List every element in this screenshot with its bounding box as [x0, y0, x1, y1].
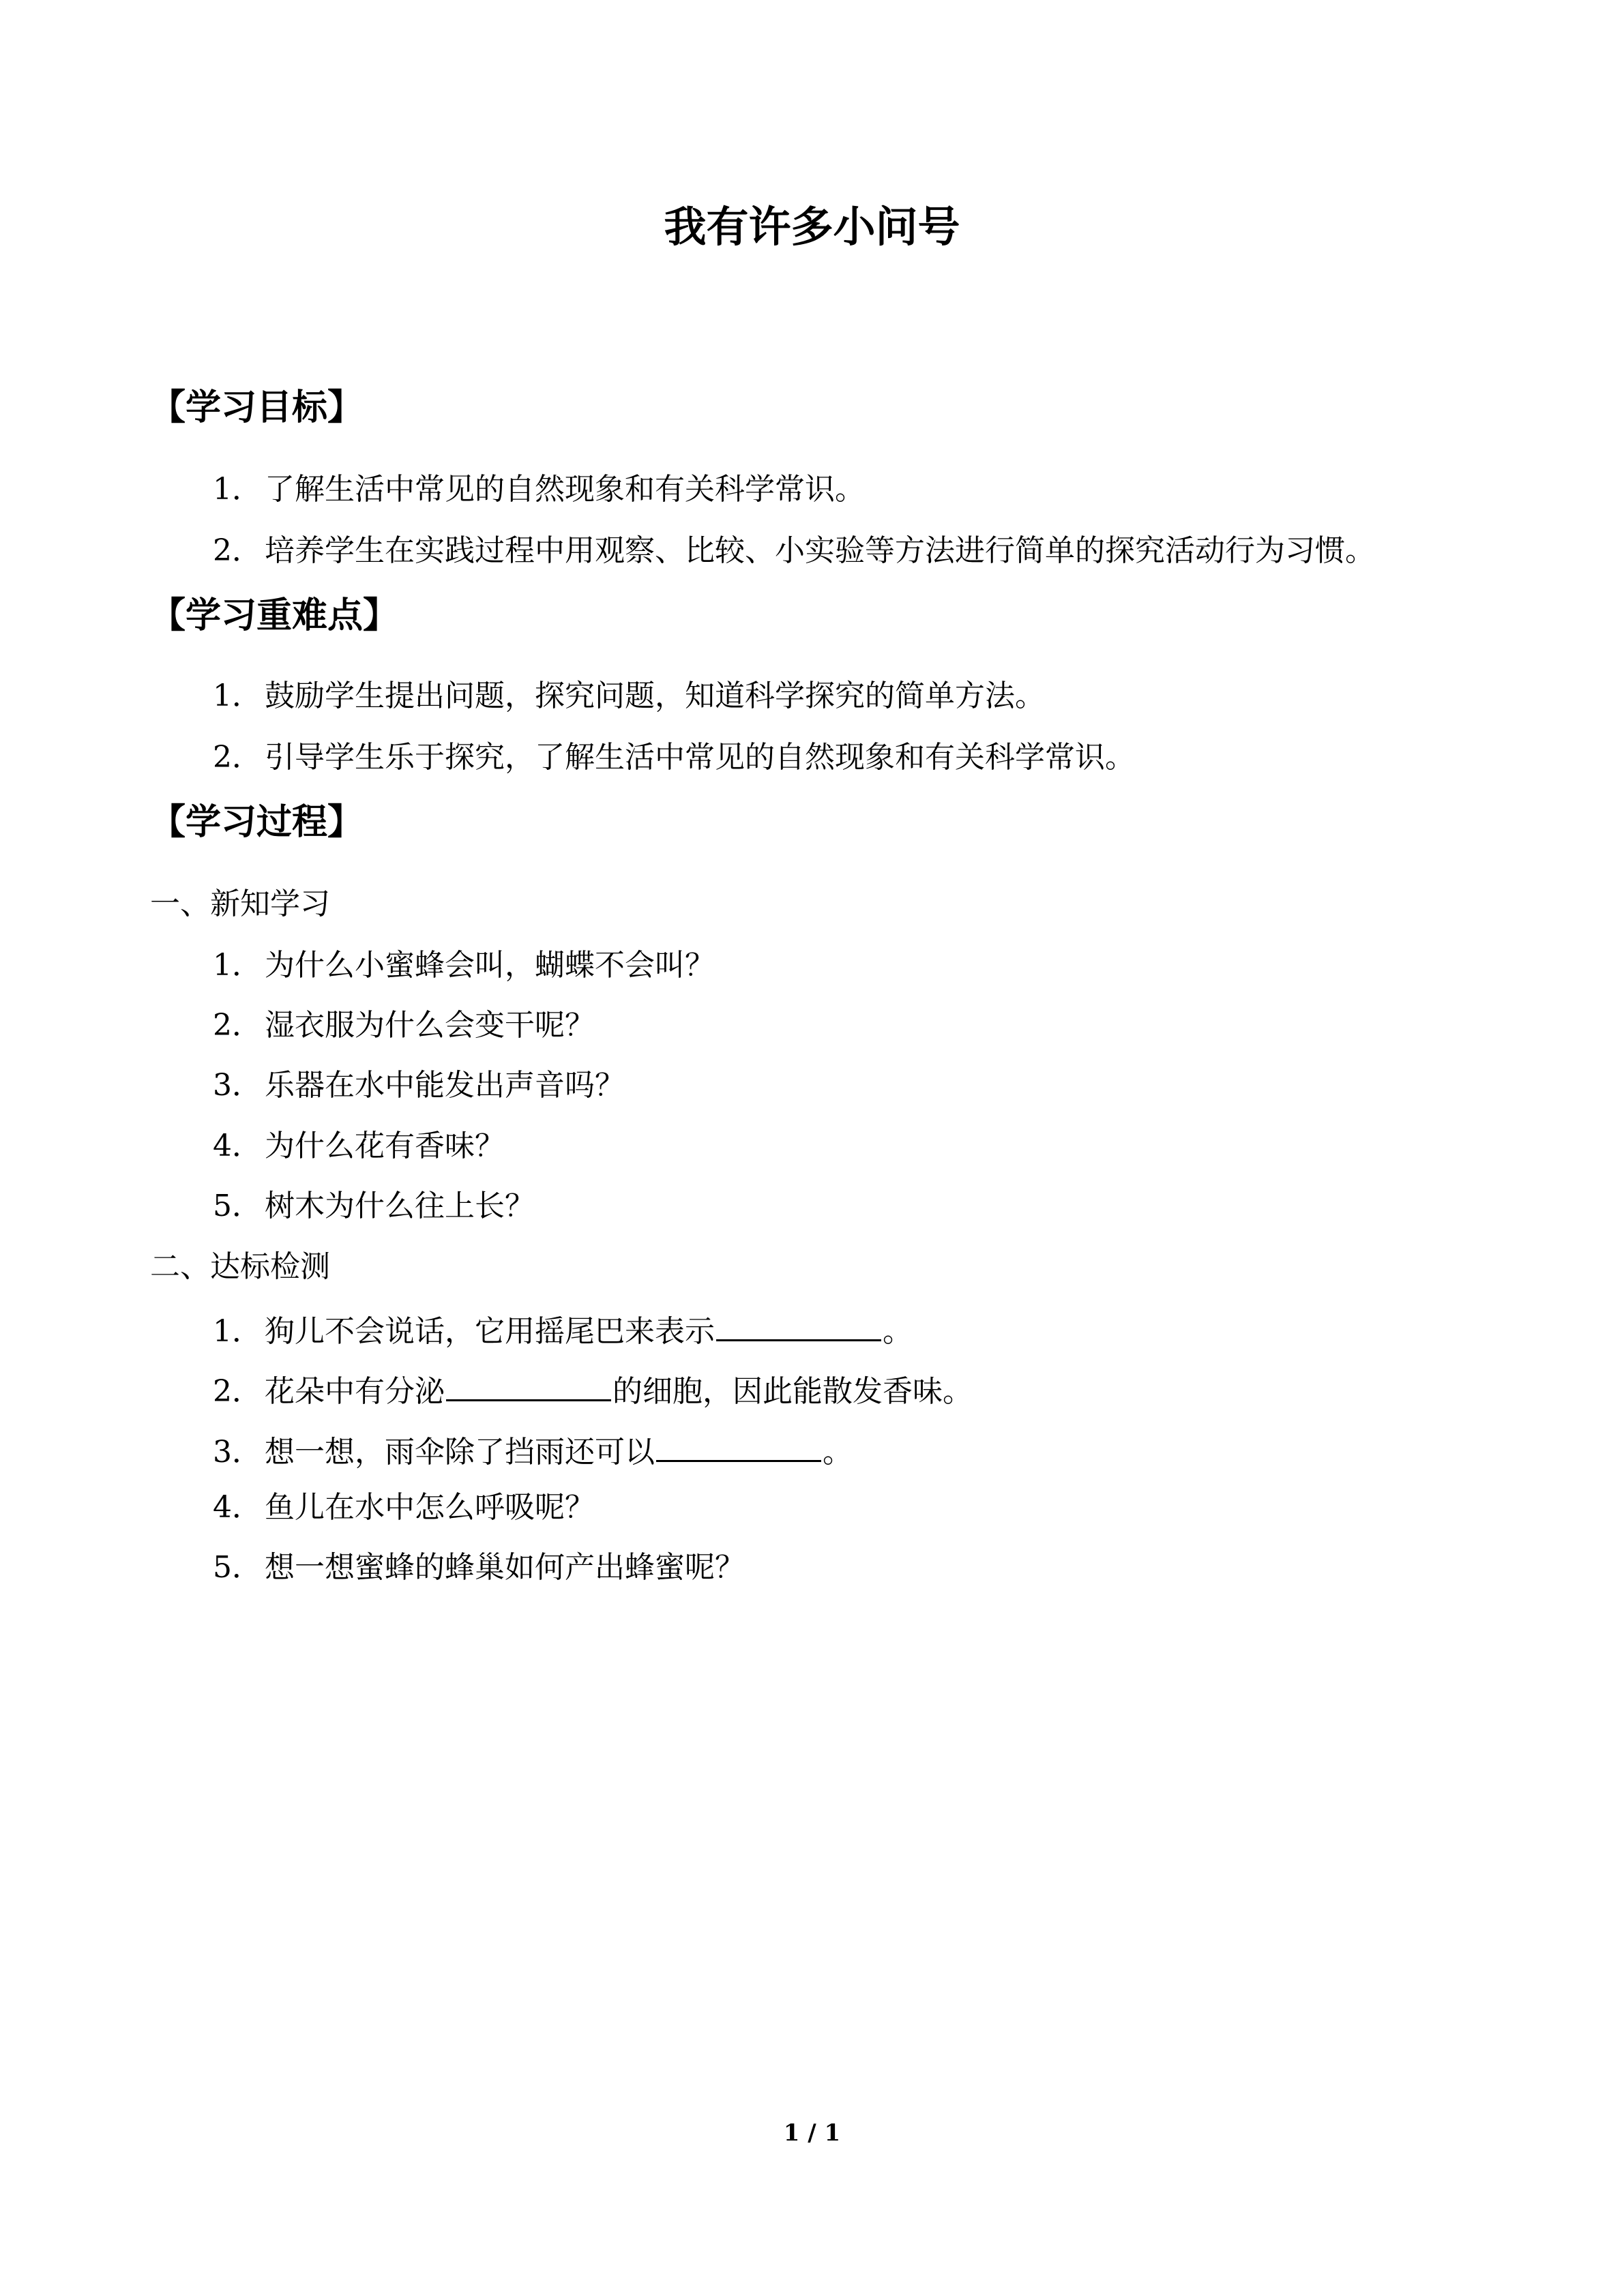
- item-number: 5．: [213, 1550, 262, 1585]
- question-item: [213, 1068, 625, 1104]
- fill-blank-item: [213, 1369, 973, 1410]
- item-text-before: 想一想，雨伞除了挡雨还可以: [265, 1435, 655, 1470]
- fill-blank-item: [213, 1309, 913, 1350]
- item-text: 引导学生乐于探究，了解生活中常见的自然现象和有关科学常识。: [265, 740, 1135, 775]
- item-number: 4．: [213, 1490, 262, 1525]
- page-number: 1 / 1: [783, 2119, 841, 2147]
- item-text: 培养学生在实践过程中用观察、比较、小实验等方法进行简单的探究活动行为习惯。: [265, 533, 1375, 568]
- answer-blank[interactable]: [656, 1430, 821, 1462]
- item-text-after: 。: [823, 1435, 853, 1470]
- item-text: 鼓励学生提出问题，探究问题，知道科学探究的简单方法。: [265, 679, 1045, 713]
- item-text: 了解生活中常见的自然现象和有关科学常识。: [265, 472, 865, 507]
- item-number: 1．: [213, 948, 262, 983]
- item-text-after: 。: [883, 1314, 913, 1349]
- item-number: 2．: [213, 1374, 262, 1409]
- item-text-before: 狗儿不会说话，它用摇尾巴来表示: [265, 1314, 715, 1349]
- item-text: 树木为什么往上长？: [265, 1189, 535, 1223]
- item-number: 2．: [213, 1008, 262, 1043]
- subsection-heading-new-knowledge: 一、新知学习: [150, 886, 330, 921]
- item-number: 2．: [213, 740, 262, 775]
- item-text: 为什么小蜜蜂会叫，蝴蝶不会叫？: [265, 948, 715, 983]
- section-heading-process: 【学习过程】: [150, 801, 364, 843]
- item-text: 湿衣服为什么会变干呢？: [265, 1008, 595, 1043]
- fill-blank-item: [213, 1430, 853, 1471]
- question-item: [213, 1189, 535, 1225]
- question-item: [213, 1550, 745, 1586]
- item-number: 1．: [213, 1314, 262, 1349]
- item-number: 1．: [213, 679, 262, 713]
- key-point-item: [213, 740, 1135, 776]
- item-number: 2．: [213, 533, 262, 568]
- item-text: 为什么花有香味？: [265, 1129, 505, 1163]
- item-number: 3．: [213, 1435, 262, 1470]
- key-point-item: [213, 679, 1045, 715]
- subsection-heading-assessment: 二、达标检测: [150, 1249, 330, 1284]
- question-item: [213, 1129, 505, 1165]
- item-number: 3．: [213, 1068, 262, 1103]
- answer-blank[interactable]: [446, 1369, 611, 1401]
- section-heading-key-points: 【学习重难点】: [150, 595, 399, 636]
- item-text: 乐器在水中能发出声音吗？: [265, 1068, 625, 1103]
- section-heading-goals: 【学习目标】: [150, 387, 364, 428]
- item-number: 1．: [213, 472, 262, 507]
- item-number: 4．: [213, 1129, 262, 1163]
- item-text-before: 花朵中有分泌: [265, 1374, 445, 1409]
- page-title: 我有许多小问号: [664, 202, 960, 252]
- goal-item: [213, 533, 1375, 569]
- item-text: 鱼儿在水中怎么呼吸呢？: [265, 1490, 595, 1525]
- item-text-after: 的细胞，因此能散发香味。: [612, 1374, 973, 1409]
- question-item: [213, 948, 715, 984]
- item-text: 想一想蜜蜂的蜂巢如何产出蜂蜜呢？: [265, 1550, 745, 1585]
- question-item: [213, 1490, 595, 1526]
- answer-blank[interactable]: [716, 1309, 881, 1341]
- goal-item: [213, 472, 865, 508]
- question-item: [213, 1008, 595, 1044]
- item-number: 5．: [213, 1189, 262, 1223]
